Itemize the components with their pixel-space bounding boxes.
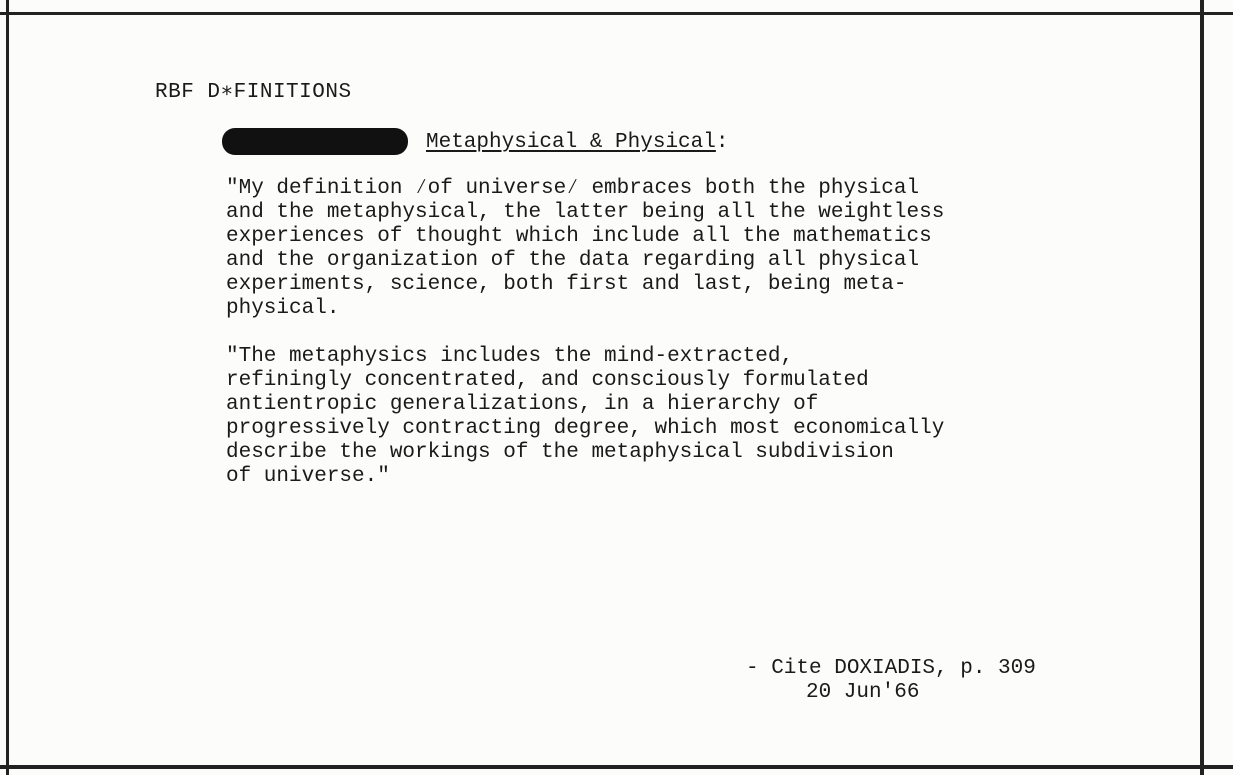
quote-paragraph-1: "My definition ∕of universe∕ embraces both the physical and the metaphysical, the latter being all the weightless experiences of thought which include all the mathematics and the organization of the data regarding all physical experiments, science, both first and last, being meta- physical. [226,177,945,320]
citation-date: 20 Jun'66 [806,681,920,704]
redaction-mark [222,128,408,155]
citation: - Cite DOXIADIS, p. 309 [746,657,1036,680]
topic-label: Metaphysical & Physical [426,131,716,154]
topic-heading [426,131,728,154]
topic-suffix: : [715,131,729,154]
card-border-bottom [0,765,1233,769]
card-header: RBF D∗FINITIONS [155,81,352,104]
card-border-left [6,0,9,775]
card-border-top [0,12,1233,15]
quote-paragraph-2: "The metaphysics includes the mind-extracted, refiningly concentrated, and consciously formulated antientropic generalizations, in a hierarchy of progressively contracting degree, which most economically describe the workings of the metaphysical subdivision of universe." [226,345,945,488]
card-border-right [1200,0,1204,775]
